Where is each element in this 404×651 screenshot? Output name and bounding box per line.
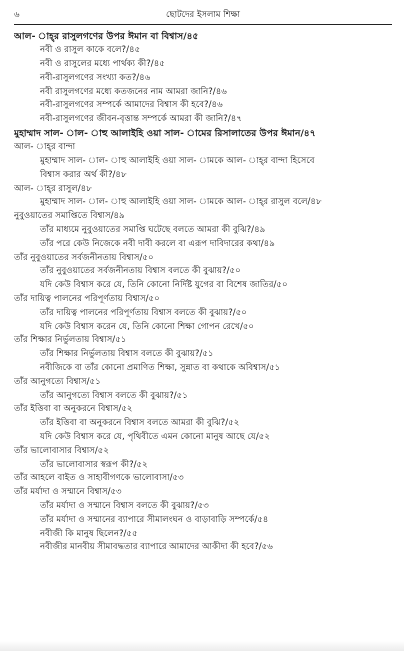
toc-entry: নবী-রাসুলগণের সংখ্যা কত?/৪৬ [40,72,151,83]
toc-entry: নবী ও রাসুল কাকে বলে?/৪৫ [40,45,141,56]
toc-entry: তাঁর পরে কেউ নিজেকে নবী দাবী করলে বা এরূপ দাবিদারের কথা/৪৯ [40,238,275,249]
toc-entry: নবী ও রাসুলের মধ্যে পার্থক্য কী?/৪৫ [40,59,165,69]
toc-entry: বিশ্বাস করার অর্থ কী?/৪৮ [40,169,127,180]
toc-entry: নবী-রাসুলগণের সম্পর্কে আমাদের বিশ্বাস কী হবে?/৪৬ [40,100,223,111]
toc-entry: মুহাম্মাদ সাল- াল- াহু আলাইহি ওয়া সাল- ামকে আল- াহ্‌র বান্দা হিসেবে [40,155,315,166]
page-number: ৬ [14,10,20,20]
toc-entry: তাঁর দায়িত্ব পালনের পরিপূর্ণতায় বিশ্বাস বলতে কী বুঝায়?/৫০ [40,307,247,318]
table-of-contents [14,30,392,555]
toc-entry: মুহাম্মাদ সাল- াল- াহু আলাইহি ওয়া সাল- ামকে আল- াহ্‌র রাসুল বলে/৪৮ [40,197,322,208]
running-title: ছোটদের ইসলাম শিক্ষা [165,10,241,20]
toc-subheading: তাঁর আহলে বাইত ও সাহাবীগণকে ভালোবাসা/৫৩ [14,473,184,484]
toc-entry: নবীজীর মানবীয় সীমাবদ্ধতার ব্যাপারে আমাদের আকীদা কী হবে?/৫৬ [40,542,273,553]
toc-entry: নবী রাসুলগণের মধ্যে কতজনের নাম আমরা জানি?/৪৬ [40,86,227,97]
toc-subheading: তাঁর শিক্ষার নির্ভুলতায় বিশ্বাস/৫১ [14,335,127,346]
toc-subheading: তাঁর ভালোবাসার বিশ্বাস/৫২ [14,445,109,456]
toc-subheading: তাঁর দায়িত্ব পালনের পরিপূর্ণতায় বিশ্বাস/৫০ [14,293,160,304]
toc-entry: তাঁর আনুগত্যে বিশ্বাস বলতে কী বুঝায়?/৫১ [40,390,188,401]
toc-subheading: তাঁর ইত্তিবা বা অনুকরনে বিশ্বাস/৫২ [14,404,133,415]
toc-subheading: নুবুওয়াতের সমাপ্তিতে বিশ্বাস/৪৯ [14,211,125,222]
toc-entry: তাঁর ইত্তিবা বা অনুকরনে বিশ্বাস বলতে আমরা কী বুঝি?/৫২ [40,418,240,429]
toc-entry: তাঁর মর্যাদা ও সম্মানে বিশ্বাস বলতে কী বুঝায়?/৫৩ [40,500,209,511]
page-header [14,4,392,25]
toc-entry: তাঁর শিক্ষার নির্ভুলতায় বিশ্বাস বলতে কী বুঝায়?/৫১ [40,349,214,360]
toc-subheading: আল- াহ্‌র রাসুল/৪৮ [14,183,92,194]
page-bottom-edge [0,641,404,651]
toc-section-heading: মুহাম্মাদ সাল- াল- াহু আলাইহি ওয়া সাল- ামের রিসালাতের উপর ঈমান/৪৭ [14,127,316,139]
toc-entry: নবীজী কি মানুষ ছিলেন?/৫৫ [40,528,138,539]
toc-entry: তাঁর মাধ্যমে নুবুওয়াতের সমাপ্তি ঘটেছে বলতে আমরা কী বুঝি?/৪৯ [40,224,266,235]
toc-entry: তাঁর মর্যাদা ও সম্মানের ব্যাপারে সীমালংঘন ও বাড়াবাড়ি সম্পর্কে/৫৪ [40,514,269,525]
toc-subheading: তাঁর নুবুওয়াতের সর্বজনীনতায় বিশ্বাস/৫০ [14,252,154,263]
toc-section-heading: আল- াহ্‌র রাসুলগণের উপর ঈমান বা বিশ্বাস/৪৫ [14,31,199,42]
toc-subheading: আল- াহ্‌র বান্দা [14,142,76,153]
toc-entry: নবী-রাসুলগণের জীবন-বৃত্তান্ত সম্পর্কে আমরা কী জানি?/৪৭ [40,114,242,125]
toc-subheading: তাঁর মর্যাদা ও সম্মানে বিশ্বাস/৫৩ [14,487,122,498]
toc-entry: যদি কেউ বিশ্বাস করে যে, তিনি কোনো নির্দিষ্ট যুগের বা বিশেষ জাতির/৫০ [40,280,288,291]
toc-entry: নবীজিকে বা তাঁর কোনো প্রমাণিত শিক্ষা, সুন্নাত বা কথাকে অবিশ্বাস/৫১ [40,362,281,373]
toc-entry: তাঁর নুবুওয়াতের সর্বজনীনতায় বিশ্বাস বলতে কী বুঝায়?/৫০ [40,266,241,277]
toc-subheading: তাঁর আনুগত্যে বিশ্বাস/৫১ [14,376,101,387]
toc-entry: তাঁর ভালোবাসার স্বরূপ কী?/৫২ [40,459,148,470]
toc-entry: যদি কেউ বিশ্বাস করেন যে, তিনি কোনো শিক্ষা গোপন রেখে/৫০ [40,321,255,332]
toc-entry: যদি কেউ বিশ্বাস করে যে, পৃথিবীতে এমন কোনো মানুষ আছে যে/৫২ [40,431,270,442]
